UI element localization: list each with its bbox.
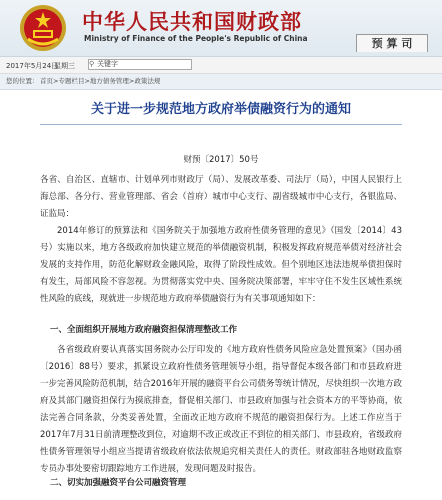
section-body-1: 各省级政府要认真落实国务院办公厅印发的《地方政府性债务风险应急处置预案》（国办函〔2016〕88号）要求，抓紧设立政府性债务管理领导小组，指导督促本级各部门和市县政府进一步完善风险防范机制，结合2016年开展的融资平台公司债务等统计情况，尽快组织一次地方政府及其部门融资担保行为摸底排查，督促相关部门、市县政府加强与社会资本方的平等协商，依法完善合同条款，分类妥善处置，全面改正地方政府不规范的融资担保行为。上述工作应当于2017年7月31日前清理整改到位，对逾期不改正或改正不到位的相关部门、市县政府，省级政府性债务管理领导小组应当提请省级政府依法依规追究相关责任人的责任。财政部驻各地财政监察专员办事处要密切跟踪地方工作进展，发现问题及时报告。 [40, 345, 402, 474]
search-input[interactable]: 关键字 [88, 59, 192, 70]
current-weekday: 星期三 [54, 62, 75, 70]
site-subtitle: Ministry of Finance of the People's Republic of China [84, 34, 308, 43]
section-heading-1: 一、全面组织开展地方政府融资担保清理整改工作 [50, 325, 238, 335]
breadcrumb-path[interactable]: 首页>专题栏目>地方债务管理>政策法规 [40, 77, 161, 85]
article-title: 关于进一步规范地方政府举债融资行为的通知 [90, 102, 351, 117]
document-number: 财预〔2017〕50号 [183, 155, 259, 165]
search-icon[interactable]: ⚲ [89, 60, 95, 68]
site-header [0, 0, 442, 57]
section-heading-2: 二、切实加强融资平台公司融资管理 [50, 478, 187, 488]
intro-paragraph: 2014年修订的预算法和《国务院关于加强地方政府性债务管理的意见》（国发〔2014〕43号）实施以来，地方各级政府加快建立规范的举债融资机制，积极发挥政府规范举债对经济社会发展的支持作用，防范化解财政金融风险，取得了阶段性成效。但个别地区违法违规举债担保时有发生，局部风险不容忽视。为贯彻落实党中央、国务院决策部署，牢牢守住不发生区域性系统性风险的底线，现就进一步规范地方政府举债融资行为有关事项通知如下： [40, 226, 402, 304]
site-title: 中华人民共和国财政部 [82, 9, 302, 34]
current-date: 2017年5月24日 [6, 62, 59, 70]
national-emblem-icon[interactable] [18, 3, 68, 53]
utility-bar [0, 57, 442, 74]
breadcrumb-label: 您的位置： [6, 77, 39, 85]
tab-budget-department[interactable]: 预 算 司 [356, 34, 428, 52]
recipients-paragraph: 各省、自治区、直辖市、计划单列市财政厅（局）、发展改革委、司法厅（局），中国人民银行上海总部、各分行、营业管理部、省会（首府）城市中心支行、副省级城市中心支行，各银监局、证监局： [40, 175, 402, 219]
title-divider [40, 124, 402, 125]
breadcrumb [0, 74, 442, 90]
